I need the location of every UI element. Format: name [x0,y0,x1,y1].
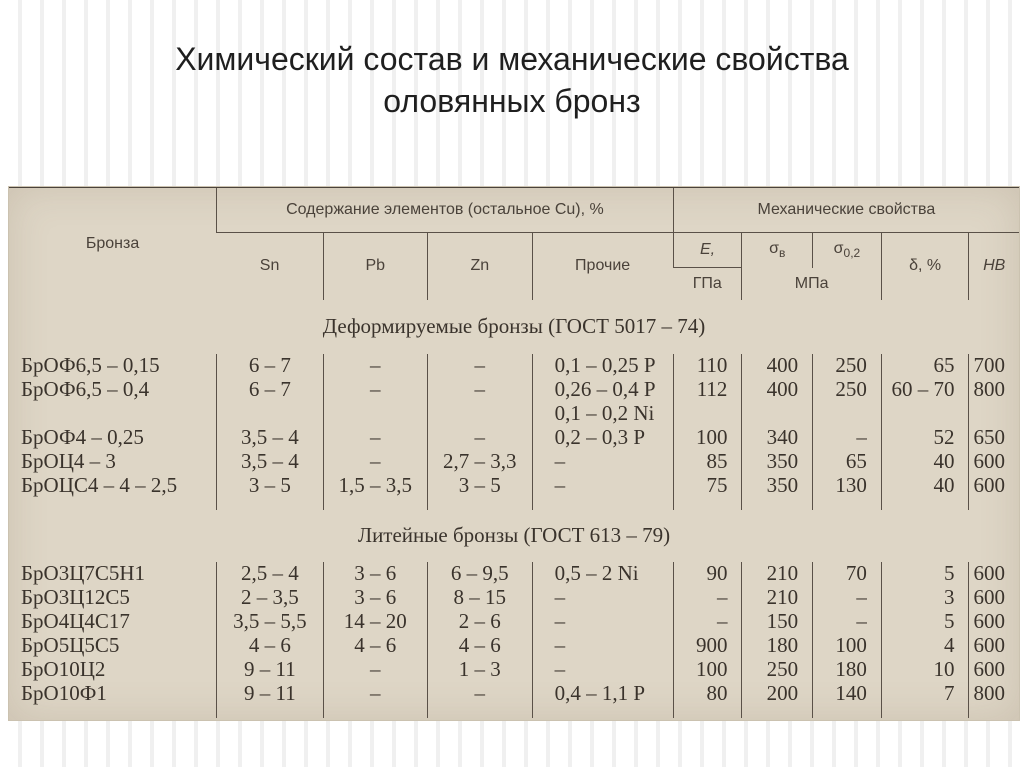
header-hb: HB [969,233,1019,300]
cell-e: 80 [673,682,742,706]
cell-name: БрО5Ц5С5 [21,633,120,657]
cell-sb: 180 [742,634,813,658]
cell-sn: 6 – 7 [217,378,323,402]
cell-other: – [532,658,673,682]
header-pb: Pb [323,233,428,300]
cell-hb: 600 [969,634,1019,658]
cell-hb: 600 [969,658,1019,682]
cell-hb: 650 [969,426,1019,450]
spacer-row [9,706,1019,718]
cell-e: 90 [673,562,742,586]
cell-e: 75 [673,474,742,498]
cell-e: 100 [673,658,742,682]
cell-delta: 3 [881,586,969,610]
cell-name: БрОЦС4 – 4 – 2,5 [21,473,178,497]
table-row [9,658,1019,682]
cell-hb: 600 [969,562,1019,586]
cell-zn: 6 – 9,5 [428,562,533,586]
cell-name: БрОЦ4 – 3 [21,449,116,473]
cell-name: БрО3Ц7С5Н1 [21,561,146,585]
cell-sn: 2,5 – 4 [217,562,323,586]
cell-hb: 600 [969,586,1019,610]
cell-sn: 9 – 11 [217,658,323,682]
table-row [9,474,1019,498]
cell-other: – [532,586,673,610]
cell-sb: 210 [742,562,813,586]
cell-delta: 40 [881,474,969,498]
cell-zn: 2 – 6 [428,610,533,634]
spacer-cell [217,498,323,510]
cell-pb: 4 – 6 [323,634,428,658]
cell-sb: 250 [742,658,813,682]
cell-s02: 130 [813,474,882,498]
cell-zn: – [428,354,533,378]
cell-sb: 150 [742,610,813,634]
slide-title [0,38,1024,122]
cell-sb [742,402,813,426]
cell-zn: – [428,378,533,402]
cell-hb: 600 [969,450,1019,474]
section-title: Литейные бронзы (ГОСТ 613 – 79) [357,523,671,547]
spacer-cell [969,706,1019,718]
cell-hb [969,402,1019,426]
cell-other: – [532,474,673,498]
cell-sn: 9 – 11 [217,682,323,706]
cell-sn [217,402,323,426]
cell-sn: 6 – 7 [217,354,323,378]
header-zn: Zn [428,233,533,300]
cell-name: БрОФ6,5 – 0,4 [21,377,150,401]
header-composition: Содержание элементов (остальное Cu), % [217,188,674,233]
cell-name: БрО4Ц4С17 [21,609,130,633]
cell-sn: 3,5 – 4 [217,450,323,474]
cell-zn: 4 – 6 [428,634,533,658]
cell-hb: 800 [969,378,1019,402]
cell-e [673,402,742,426]
cell-zn: 8 – 15 [428,586,533,610]
title-line-2: оловянных бронз [383,83,641,119]
cell-e: 900 [673,634,742,658]
cell-delta: 5 [881,610,969,634]
spacer-cell [532,706,673,718]
spacer-cell [217,706,323,718]
cell-sb: 200 [742,682,813,706]
title-line-1: Химический состав и механические свойства [175,41,849,77]
spacer-cell [9,706,217,718]
cell-pb: – [323,354,428,378]
header-other: Прочие [532,233,673,300]
cell-pb [323,402,428,426]
cell-pb: 1,5 – 3,5 [323,474,428,498]
table-row [9,682,1019,706]
spacer-cell [881,706,969,718]
cell-e: 100 [673,426,742,450]
cell-zn: 2,7 – 3,3 [428,450,533,474]
table-row [9,426,1019,450]
spacer-row [9,498,1019,510]
cell-pb: – [323,426,428,450]
cell-s02: 250 [813,378,882,402]
cell-s02: 100 [813,634,882,658]
cell-delta: 5 [881,562,969,586]
cell-other: 0,1 – 0,25 P [532,354,673,378]
cell-delta: 65 [881,354,969,378]
cell-name [9,402,217,426]
spacer-cell [742,498,813,510]
header-e: E, [673,233,742,268]
cell-zn [428,402,533,426]
cell-pb: – [323,658,428,682]
cell-sn: 2 – 3,5 [217,586,323,610]
table-row [9,354,1019,378]
table-row [9,610,1019,634]
table-row [9,402,1019,426]
header-unit-mpa: МПа [742,268,881,300]
cell-pb: 14 – 20 [323,610,428,634]
cell-e: – [673,610,742,634]
cell-name: БрО10Ф1 [21,681,107,705]
cell-sn: 3,5 – 5,5 [217,610,323,634]
cell-s02: – [813,426,882,450]
cell-pb: 3 – 6 [323,586,428,610]
cell-s02: 180 [813,658,882,682]
table-row [9,586,1019,610]
cell-sb: 340 [742,426,813,450]
spacer-cell [9,498,217,510]
cell-zn: – [428,682,533,706]
cell-name: БрОФ4 – 0,25 [21,425,144,449]
cell-sn: 4 – 6 [217,634,323,658]
cell-other: 0,2 – 0,3 P [532,426,673,450]
cell-delta: 60 – 70 [881,378,969,402]
cell-hb: 700 [969,354,1019,378]
cell-hb: 600 [969,474,1019,498]
cell-sb: 350 [742,450,813,474]
cell-hb: 800 [969,682,1019,706]
spacer-cell [742,706,813,718]
header-sn: Sn [259,257,280,275]
table-row [9,378,1019,402]
header-sigma-02: $\sigma_{0,2}$ [813,233,882,268]
cell-delta: 4 [881,634,969,658]
spacer-cell [428,498,533,510]
spacer-cell [323,706,428,718]
cell-sn: 3,5 – 4 [217,426,323,450]
cell-pb: – [323,450,428,474]
spacer-cell [673,706,742,718]
section-title-row [9,510,1019,562]
cell-e: 85 [673,450,742,474]
spacer-cell [813,498,882,510]
cell-s02: – [813,586,882,610]
cell-s02: 250 [813,354,882,378]
bronze-properties-table [9,187,1019,718]
cell-sb: 400 [742,378,813,402]
cell-hb: 600 [969,610,1019,634]
header-unit-gpa: ГПа [692,274,722,292]
cell-delta: 52 [881,426,969,450]
spacer-cell [673,498,742,510]
cell-delta: 10 [881,658,969,682]
cell-other: 0,5 – 2 Ni [532,562,673,586]
cell-sb: 350 [742,474,813,498]
cell-sb: 210 [742,586,813,610]
section-title: Деформируемые бронзы (ГОСТ 5017 – 74) [322,314,706,338]
spacer-cell [428,706,533,718]
spacer-cell [813,706,882,718]
cell-s02: 65 [813,450,882,474]
cell-zn: – [428,426,533,450]
header-mechanical: Механические свойства [673,188,1019,233]
cell-other: 0,4 – 1,1 P [532,682,673,706]
header-bronze: Бронза [9,188,217,300]
cell-name: БрОФ6,5 – 0,15 [21,353,160,377]
spacer-cell [532,498,673,510]
header-delta: δ, % [881,233,969,300]
section-title-row [9,300,1019,354]
cell-sb: 400 [742,354,813,378]
table-row [9,450,1019,474]
cell-pb: – [323,378,428,402]
cell-delta [881,402,969,426]
table-body [9,300,1019,718]
cell-pb: – [323,682,428,706]
cell-s02 [813,402,882,426]
cell-other: – [532,634,673,658]
cell-name: БрО10Ц2 [21,657,106,681]
cell-other: 0,1 – 0,2 Ni [532,402,673,426]
cell-s02: 70 [813,562,882,586]
spacer-cell [969,498,1019,510]
cell-zn: 1 – 3 [428,658,533,682]
table-row [9,634,1019,658]
cell-e: 112 [673,378,742,402]
spacer-cell [323,498,428,510]
cell-zn: 3 – 5 [428,474,533,498]
cell-delta: 7 [881,682,969,706]
cell-pb: 3 – 6 [323,562,428,586]
cell-s02: 140 [813,682,882,706]
cell-other: 0,26 – 0,4 P [532,378,673,402]
cell-e: – [673,586,742,610]
spacer-cell [881,498,969,510]
cell-delta: 40 [881,450,969,474]
table-row [9,562,1019,586]
cell-name: БрО3Ц12С5 [21,585,130,609]
cell-sn: 3 – 5 [217,474,323,498]
cell-other: – [532,610,673,634]
cell-e: 110 [673,354,742,378]
cell-other: – [532,450,673,474]
header-sigma-b: $\sigma_в$ [742,233,813,268]
scanned-table-image [8,186,1020,721]
cell-s02: – [813,610,882,634]
